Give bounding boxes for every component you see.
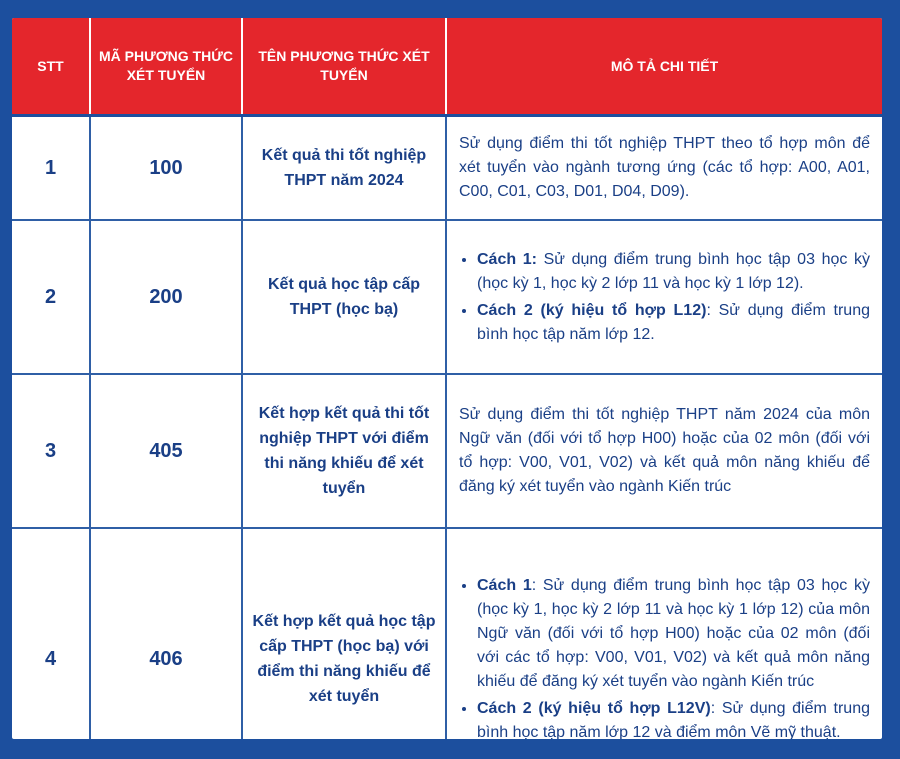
header-description: MÔ TẢ CHI TIẾT [446,18,882,116]
row-stt: 4 [44,647,57,670]
row-method-name: Kết quả thi tốt nghiệp THPT năm 2024 [242,116,446,221]
row-stt: 3 [12,374,90,528]
description-bullet-list [459,574,870,740]
header-method-code: MÃ PHƯƠNG THỨC XÉT TUYỂN [90,18,242,116]
description-bullet [477,574,870,694]
row-stt: 1 [12,116,90,221]
bullet-label: Cách 1: [477,250,537,268]
row-description [446,528,882,739]
table-row [12,116,882,221]
table-row [12,374,882,528]
table-row [12,220,882,374]
bullet-label: Cách 1 [477,576,532,594]
bullet-label: Cách 2 (ký hiệu tổ hợp L12V) [477,699,711,717]
row-description [446,220,882,374]
admission-table-card [12,18,882,739]
row-stt: 2 [12,220,90,374]
bullet-text: : Sử dụng điểm trung bình học tập 03 học kỳ (học kỳ 1, học kỳ 2 lớp 11 và học kỳ 1 lớp 12) của môn Ngữ văn (đối với tổ hợp H00) hoặc của 02 môn (đối với các tổ hợp: V00, V01, V02) và kết quả môn năng khiếu để đăng ký xét tuyển vào ngành Kiến trúc [477,576,871,690]
row-method-code: 406 [90,528,242,739]
row-method-code: 100 [90,116,242,221]
bullet-label: Cách 2 (ký hiệu tổ hợp L12) [477,301,707,319]
description-bullet [477,299,870,347]
admission-methods-table [12,18,882,739]
bullet-text: : Sử dụng điểm trung bình học tập năm lớp 12 và điểm môn Vẽ mỹ thuật. [477,699,870,739]
table-header [12,18,882,116]
description-bullet-list [459,248,870,347]
row-method-name: Kết hợp kết quả thi tốt nghiệp THPT với điểm thi năng khiếu để xét tuyển [242,374,446,528]
row-method-name: Kết quả học tập cấp THPT (học bạ) [242,220,446,374]
row-method-code: 200 [90,220,242,374]
row-description: Sử dụng điểm thi tốt nghiệp THPT theo tổ hợp môn để xét tuyển vào ngành tương ứng (các tổ hợp: A00, A01, C00, C01, C03, D01, D04, D09). [446,116,882,221]
bullet-text: : Sử dụng điểm trung bình học tập năm lớp 12. [477,301,870,343]
description-bullet [477,248,870,296]
table-row [12,528,882,739]
header-method-name: TÊN PHƯƠNG THỨC XÉT TUYỂN [242,18,446,116]
description-bullet [477,697,870,740]
row-method-code: 405 [90,374,242,528]
bullet-text: Sử dụng điểm trung bình học tập 03 học kỳ (học kỳ 1, học kỳ 2 lớp 11 và học kỳ 1 lớp 12). [477,250,870,292]
row-method-name: Kết hợp kết quả học tập cấp THPT (học bạ) với điểm thi năng khiếu để xét tuyển [242,528,446,739]
row-description: Sử dụng điểm thi tốt nghiệp THPT năm 2024 của môn Ngữ văn (đối với tổ hợp H00) hoặc của 02 môn (đối với tổ hợp: V00, V01, V02) và kết quả môn năng khiếu để đăng ký xét tuyển vào ngành Kiến trúc [446,374,882,528]
header-stt: STT [12,18,90,116]
